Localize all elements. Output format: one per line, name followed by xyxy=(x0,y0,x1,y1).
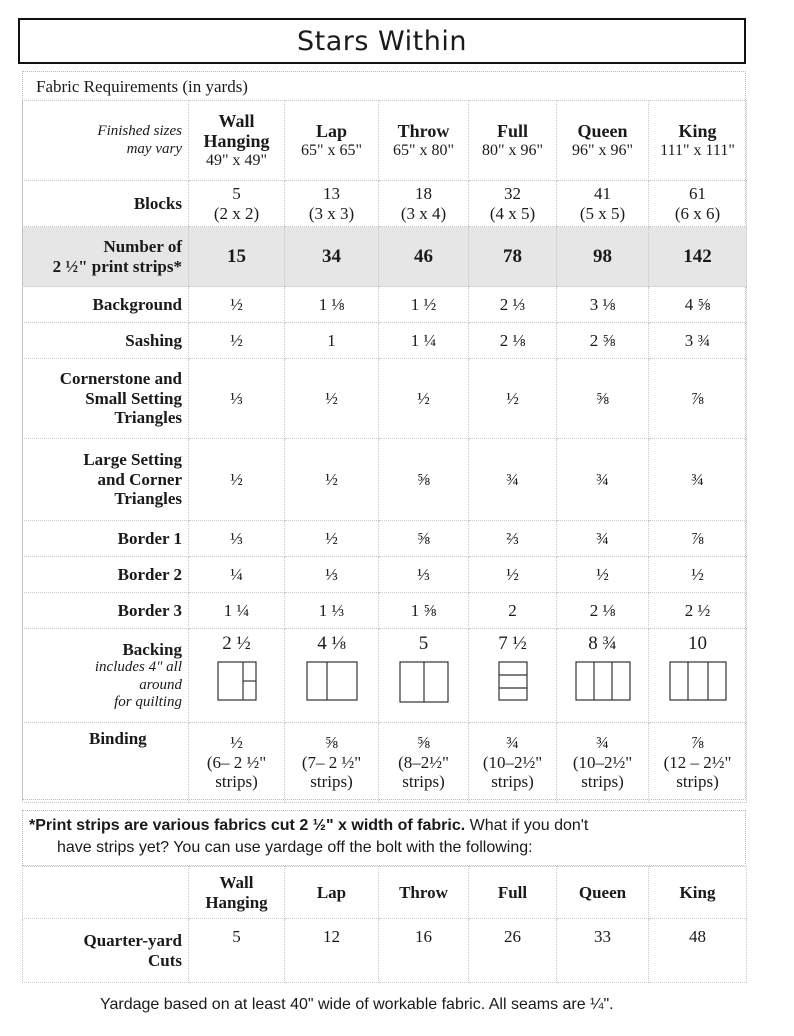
binding-detail: (10–2½" xyxy=(572,752,633,772)
col-header: King xyxy=(649,867,747,919)
table-cell xyxy=(649,181,747,227)
block-count: 41 xyxy=(594,183,611,203)
quarter-yard-row xyxy=(23,919,747,983)
row-label-line1: Cornerstone and xyxy=(59,369,182,389)
cornerstone-row xyxy=(23,359,747,439)
table-cell: ⅓ xyxy=(379,557,469,593)
table-cell xyxy=(469,629,557,723)
col-name: Throw xyxy=(397,120,450,141)
col-name-line1: Wall xyxy=(219,872,254,892)
backing-layout-diagram xyxy=(575,661,631,701)
table-cell: ⅓ xyxy=(189,359,285,439)
row-label xyxy=(23,919,189,983)
binding-unit: strips) xyxy=(402,772,445,792)
quarter-header-row xyxy=(23,867,747,919)
col-name: Queen xyxy=(577,120,628,141)
binding-yards: ¾ xyxy=(596,733,609,753)
finished-sizes-note xyxy=(23,101,189,181)
print-strips-row xyxy=(23,227,747,287)
binding-detail: (7– 2 ½" xyxy=(301,752,362,772)
block-grid: (3 x 4) xyxy=(400,203,447,223)
quarter-yard-table xyxy=(22,866,747,983)
border2-row xyxy=(23,557,747,593)
subtitle: Fabric Requirements (in yards) xyxy=(36,77,248,96)
sashing-row xyxy=(23,323,747,359)
table-cell: 4 ⅝ xyxy=(649,287,747,323)
note-rest: What if you don't xyxy=(465,817,589,834)
binding-yards: ¾ xyxy=(506,733,519,753)
col-dim: 111" x 111" xyxy=(660,141,735,159)
table-cell xyxy=(285,723,379,803)
col-header xyxy=(285,101,379,181)
table-cell: ⅝ xyxy=(557,359,649,439)
table-cell: ¾ xyxy=(557,439,649,521)
table-cell: 2 ½ xyxy=(649,593,747,629)
note-line-1: Finished sizes xyxy=(97,123,182,140)
blocks-row xyxy=(23,181,747,227)
table-cell xyxy=(649,723,747,803)
table-cell xyxy=(469,181,557,227)
row-label: Blocks xyxy=(23,181,189,227)
row-label-line1: Number of xyxy=(103,236,182,256)
table-cell: 3 ⅛ xyxy=(557,287,649,323)
binding-unit: strips) xyxy=(581,772,624,792)
note-line-2: have strips yet? You can use yardage off the bolt with the following: xyxy=(57,839,533,857)
footer-note: Yardage based on at least 40" wide of workable fabric. All seams are ¼". xyxy=(100,996,614,1013)
col-name: King xyxy=(678,120,717,141)
row-label-line1: Large Setting xyxy=(83,450,182,470)
binding-yards: ½ xyxy=(230,733,243,753)
binding-unit: strips) xyxy=(491,772,534,792)
binding-yards: ⅝ xyxy=(325,733,338,753)
table-cell: 3 ¾ xyxy=(649,323,747,359)
block-count: 5 xyxy=(232,183,241,203)
block-grid: (2 x 2) xyxy=(213,203,260,223)
col-name: Hanging xyxy=(203,131,270,152)
block-count: 18 xyxy=(415,183,432,203)
table-cell: ½ xyxy=(469,557,557,593)
col-dim: 80" x 96" xyxy=(481,141,544,159)
table-cell: 26 xyxy=(469,919,557,983)
backing-note-2: around xyxy=(139,676,182,693)
col-header xyxy=(649,101,747,181)
col-dim: 49" x 49" xyxy=(205,151,268,169)
table-cell: ⅝ xyxy=(379,439,469,521)
row-label xyxy=(23,629,189,723)
backing-yards: 7 ½ xyxy=(498,633,527,654)
binding-unit: strips) xyxy=(215,772,258,792)
table-cell: ½ xyxy=(649,557,747,593)
binding-detail: (12 – 2½" xyxy=(663,752,732,772)
row-label-line2: and Corner xyxy=(97,469,182,489)
col-name: Lap xyxy=(315,120,348,141)
col-name: Full xyxy=(496,120,528,141)
row-label: Binding xyxy=(23,723,189,803)
table-cell: 5 xyxy=(189,919,285,983)
table-cell: 2 xyxy=(469,593,557,629)
note-line-2: may vary xyxy=(126,140,182,157)
border3-row xyxy=(23,593,747,629)
row-label-line1: Quarter-yard xyxy=(83,930,182,950)
block-grid: (5 x 5) xyxy=(579,203,626,223)
block-count: 13 xyxy=(323,183,340,203)
col-header xyxy=(557,101,649,181)
col-name-line1: Wall xyxy=(218,110,255,131)
backing-layout-diagram xyxy=(306,661,358,701)
col-header xyxy=(469,101,557,181)
table-cell: ⅔ xyxy=(469,521,557,557)
table-cell: ⅓ xyxy=(285,557,379,593)
row-label: Border 2 xyxy=(23,557,189,593)
table-cell: ½ xyxy=(557,557,649,593)
backing-row xyxy=(23,629,747,723)
table-cell xyxy=(285,181,379,227)
table-cell: ½ xyxy=(469,359,557,439)
block-grid: (6 x 6) xyxy=(674,203,721,223)
col-header: Throw xyxy=(379,867,469,919)
backing-yards: 5 xyxy=(418,633,429,654)
row-label-line2: Cuts xyxy=(147,950,182,970)
binding-yards: ⅝ xyxy=(417,733,430,753)
table-cell: ⅞ xyxy=(649,521,747,557)
table-cell: 1 ⅛ xyxy=(285,287,379,323)
table-cell xyxy=(557,181,649,227)
row-label: Border 3 xyxy=(23,593,189,629)
backing-yards: 10 xyxy=(688,633,707,654)
col-name: Hanging xyxy=(205,892,268,912)
table-cell xyxy=(189,181,285,227)
table-cell xyxy=(557,629,649,723)
backing-yards: 2 ½ xyxy=(222,633,251,654)
size-header-row xyxy=(23,101,747,181)
binding-detail: (8–2½" xyxy=(398,752,449,772)
col-dim: 65" x 65" xyxy=(300,141,363,159)
border1-row xyxy=(23,521,747,557)
col-dim: 96" x 96" xyxy=(571,141,634,159)
table-cell xyxy=(649,629,747,723)
block-count: 32 xyxy=(504,183,521,203)
row-label xyxy=(23,439,189,521)
table-cell: 78 xyxy=(469,227,557,287)
table-cell: ½ xyxy=(189,439,285,521)
table-cell: 2 ⅛ xyxy=(469,323,557,359)
background-row xyxy=(23,287,747,323)
col-header xyxy=(189,867,285,919)
block-grid: (3 x 3) xyxy=(308,203,355,223)
table-cell: ½ xyxy=(189,323,285,359)
table-cell xyxy=(285,629,379,723)
backing-yards: 4 ⅛ xyxy=(317,633,346,654)
row-label: Background xyxy=(23,287,189,323)
table-cell: ⅝ xyxy=(379,521,469,557)
table-cell: ½ xyxy=(285,359,379,439)
table-cell: ¾ xyxy=(649,439,747,521)
row-label-main: Backing xyxy=(122,639,182,659)
table-cell xyxy=(189,723,285,803)
table-cell xyxy=(379,181,469,227)
table-cell xyxy=(379,723,469,803)
binding-unit: strips) xyxy=(310,772,353,792)
page-title: Stars Within xyxy=(18,18,746,64)
row-label-line3: Triangles xyxy=(114,489,182,509)
table-cell: 48 xyxy=(649,919,747,983)
backing-layout-diagram xyxy=(498,661,528,701)
table-cell: ⅓ xyxy=(189,521,285,557)
backing-note-1: includes 4" all xyxy=(94,659,182,676)
col-header xyxy=(189,101,285,181)
table-cell: 16 xyxy=(379,919,469,983)
row-label-line2: 2 ½" print strips* xyxy=(52,256,182,276)
table-cell: 1 xyxy=(285,323,379,359)
col-header: Full xyxy=(469,867,557,919)
row-label: Border 1 xyxy=(23,521,189,557)
table-cell: 142 xyxy=(649,227,747,287)
col-header: Queen xyxy=(557,867,649,919)
table-cell: ½ xyxy=(189,287,285,323)
table-cell: 1 ¼ xyxy=(379,323,469,359)
block-grid: (4 x 5) xyxy=(489,203,536,223)
table-cell: ⅞ xyxy=(649,359,747,439)
table-cell: ½ xyxy=(285,521,379,557)
table-cell: 1 ⅝ xyxy=(379,593,469,629)
table-cell: ¾ xyxy=(557,521,649,557)
table-cell xyxy=(557,723,649,803)
col-header: Lap xyxy=(285,867,379,919)
binding-row xyxy=(23,723,747,803)
table-cell xyxy=(469,723,557,803)
table-cell: 98 xyxy=(557,227,649,287)
fabric-requirements-table xyxy=(22,100,747,803)
backing-note-3: for quilting xyxy=(114,693,182,710)
col-header xyxy=(379,101,469,181)
empty-cell xyxy=(23,867,189,919)
large-setting-row xyxy=(23,439,747,521)
table-cell: 1 ⅓ xyxy=(285,593,379,629)
row-label: Sashing xyxy=(23,323,189,359)
binding-unit: strips) xyxy=(676,772,719,792)
table-cell: 34 xyxy=(285,227,379,287)
backing-layout-diagram xyxy=(669,661,727,701)
col-dim: 65" x 80" xyxy=(392,141,455,159)
row-label-line2: Small Setting xyxy=(85,388,182,408)
table-cell: 12 xyxy=(285,919,379,983)
table-cell: 33 xyxy=(557,919,649,983)
table-cell xyxy=(189,629,285,723)
backing-yards: 8 ¾ xyxy=(588,633,617,654)
table-cell xyxy=(379,629,469,723)
table-cell: ¾ xyxy=(469,439,557,521)
block-count: 61 xyxy=(689,183,706,203)
row-label xyxy=(23,359,189,439)
table-cell: 46 xyxy=(379,227,469,287)
print-strips-note xyxy=(22,810,746,866)
backing-layout-diagram xyxy=(217,661,257,701)
table-cell: 1 ½ xyxy=(379,287,469,323)
table-cell: 2 ⅛ xyxy=(557,593,649,629)
table-cell: ½ xyxy=(285,439,379,521)
backing-layout-diagram xyxy=(399,661,449,703)
binding-yards: ⅞ xyxy=(691,733,704,753)
table-cell: 15 xyxy=(189,227,285,287)
table-cell: 2 ⅝ xyxy=(557,323,649,359)
table-cell: 1 ¼ xyxy=(189,593,285,629)
binding-detail: (10–2½" xyxy=(482,752,543,772)
note-bold: *Print strips are various fabrics cut 2 ½" x width of fabric. xyxy=(29,817,466,834)
table-cell: ½ xyxy=(379,359,469,439)
row-label-line3: Triangles xyxy=(114,408,182,428)
table-cell: 2 ⅓ xyxy=(469,287,557,323)
binding-detail: (6– 2 ½" xyxy=(206,752,267,772)
row-label xyxy=(23,227,189,287)
table-cell: ¼ xyxy=(189,557,285,593)
